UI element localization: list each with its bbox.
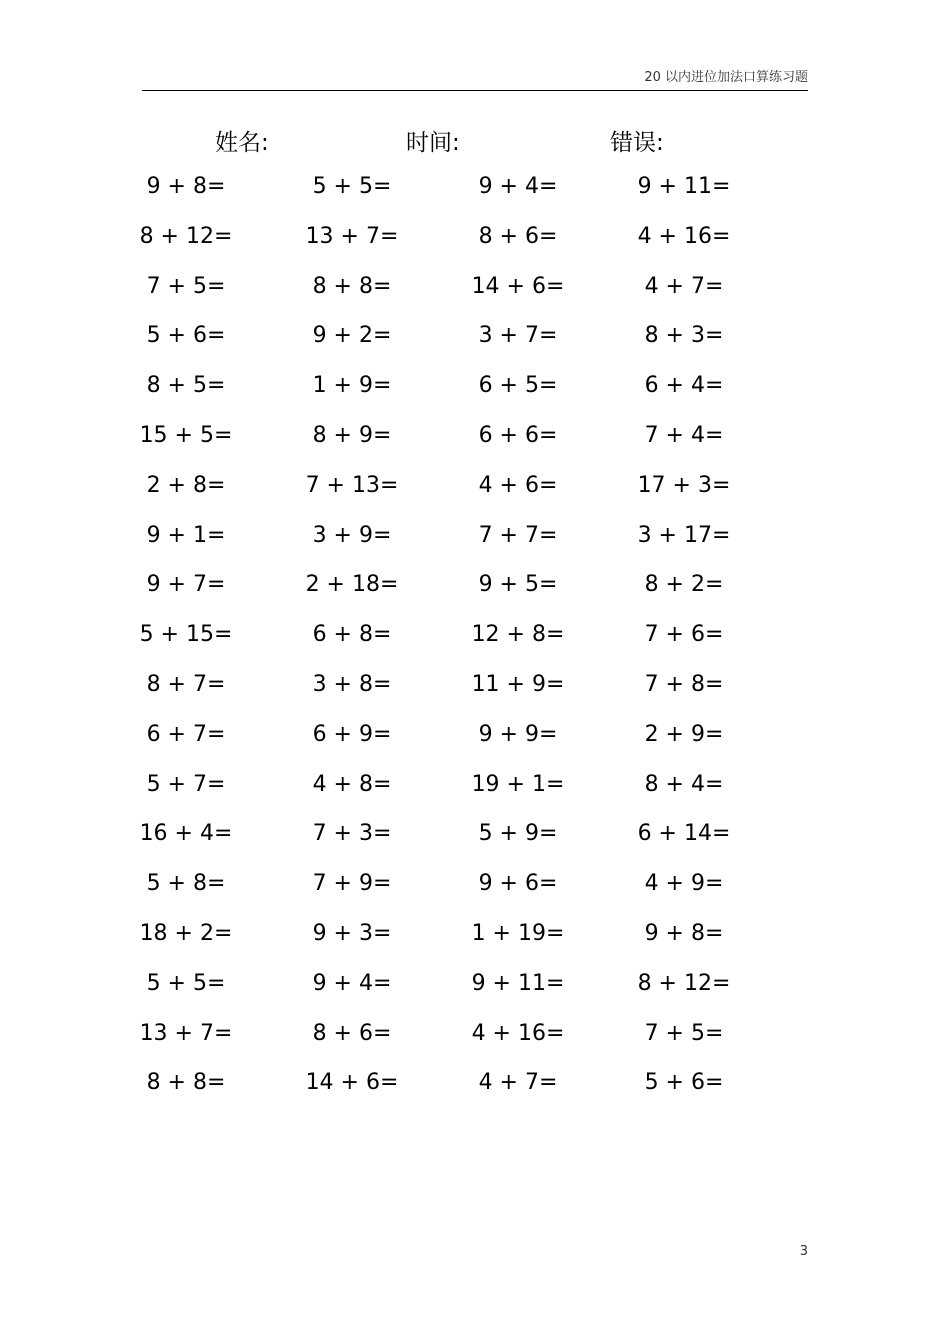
problem-item: 15 + 5= [139,422,233,448]
problem-item: 13 + 7= [139,1020,233,1046]
page-number: 3 [799,1244,808,1259]
problem-row [0,718,950,768]
problem-item: 9 + 3= [312,920,392,946]
problem-item: 8 + 4= [644,771,724,797]
problem-item: 13 + 7= [305,223,399,249]
problem-item: 3 + 9= [312,522,392,548]
problem-item: 9 + 11= [637,174,731,199]
problem-row [0,668,950,718]
problem-item: 6 + 4= [644,373,724,399]
problem-item: 8 + 8= [312,273,392,299]
problem-row [0,319,950,369]
problem-item: 5 + 6= [644,1070,724,1096]
problem-item: 7 + 5= [644,1020,724,1046]
problem-item: 14 + 6= [305,1070,399,1096]
problem-item: 5 + 5= [146,970,226,996]
problem-item: 8 + 6= [478,223,558,249]
problem-item: 7 + 8= [644,671,724,697]
problem-item: 9 + 8= [146,174,226,199]
problem-item: 5 + 8= [146,871,226,897]
problem-item: 6 + 8= [312,622,392,648]
problem-item: 6 + 6= [478,422,558,448]
problem-row [0,1066,950,1116]
problem-item: 8 + 6= [312,1020,392,1046]
page-header [142,60,808,91]
problem-item: 9 + 2= [312,323,392,349]
problem-item: 8 + 12= [637,970,731,996]
problem-item: 2 + 9= [644,721,724,747]
problem-item: 7 + 6= [644,622,724,648]
problem-item: 7 + 13= [305,472,399,498]
problem-item: 9 + 1= [146,522,226,548]
problem-row [0,270,950,320]
problem-item: 5 + 5= [312,174,392,199]
problem-item: 17 + 3= [637,472,731,498]
problem-item: 5 + 9= [478,821,558,847]
problem-item: 9 + 9= [478,721,558,747]
problem-row [0,867,950,917]
problem-item: 8 + 12= [139,223,233,249]
problem-item: 8 + 2= [644,572,724,598]
problem-item: 4 + 7= [478,1070,558,1096]
problem-item: 8 + 7= [146,671,226,697]
problem-item: 3 + 7= [478,323,558,349]
problem-item: 9 + 7= [146,572,226,598]
problem-item: 5 + 15= [139,622,233,648]
problem-item: 2 + 8= [146,472,226,498]
problem-item: 14 + 6= [471,273,565,299]
problem-row [0,419,950,469]
problem-item: 9 + 11= [471,970,565,996]
problem-item: 3 + 17= [637,522,731,548]
time-label: 时间: [406,130,460,156]
problem-item: 4 + 16= [471,1020,565,1046]
problem-item: 16 + 4= [139,821,233,847]
problem-item: 7 + 3= [312,821,392,847]
problem-item: 9 + 6= [478,871,558,897]
problem-row [0,1017,950,1067]
header-title: 20 以内进位加法口算练习题 [644,70,808,85]
problem-row [0,519,950,569]
problem-item: 5 + 6= [146,323,226,349]
problem-item: 6 + 14= [637,821,731,847]
problem-item: 19 + 1= [471,771,565,797]
problem-row [0,568,950,618]
problem-item: 2 + 18= [305,572,399,598]
problem-item: 8 + 3= [644,323,724,349]
problem-row [0,768,950,818]
problem-item: 7 + 7= [478,522,558,548]
problem-item: 4 + 9= [644,871,724,897]
problem-item: 9 + 8= [644,920,724,946]
problem-row [0,817,950,867]
problem-item: 8 + 8= [146,1070,226,1096]
problem-item: 1 + 9= [312,373,392,399]
problem-item: 8 + 9= [312,422,392,448]
problem-item: 4 + 8= [312,771,392,797]
problem-item: 9 + 5= [478,572,558,598]
problem-item: 3 + 8= [312,671,392,697]
problem-row [0,469,950,519]
problem-row [0,917,950,967]
problem-item: 8 + 5= [146,373,226,399]
problem-item: 4 + 7= [644,273,724,299]
problem-row [0,618,950,668]
problem-item: 11 + 9= [471,671,565,697]
problem-row [0,967,950,1017]
problem-grid [0,170,950,1116]
name-label: 姓名: [215,130,269,156]
problem-row [0,170,950,220]
problem-item: 6 + 5= [478,373,558,399]
error-label: 错误: [610,130,664,156]
problem-item: 6 + 9= [312,721,392,747]
problem-item: 9 + 4= [478,174,558,199]
problem-item: 7 + 5= [146,273,226,299]
problem-item: 1 + 19= [471,920,565,946]
problem-item: 6 + 7= [146,721,226,747]
problem-item: 5 + 7= [146,771,226,797]
problem-row [0,220,950,270]
problem-item: 4 + 16= [637,223,731,249]
problem-item: 9 + 4= [312,970,392,996]
student-info-line [0,124,950,160]
problem-item: 12 + 8= [471,622,565,648]
problem-item: 18 + 2= [139,920,233,946]
problem-row [0,369,950,419]
problem-item: 4 + 6= [478,472,558,498]
problem-item: 7 + 4= [644,422,724,448]
problem-item: 7 + 9= [312,871,392,897]
